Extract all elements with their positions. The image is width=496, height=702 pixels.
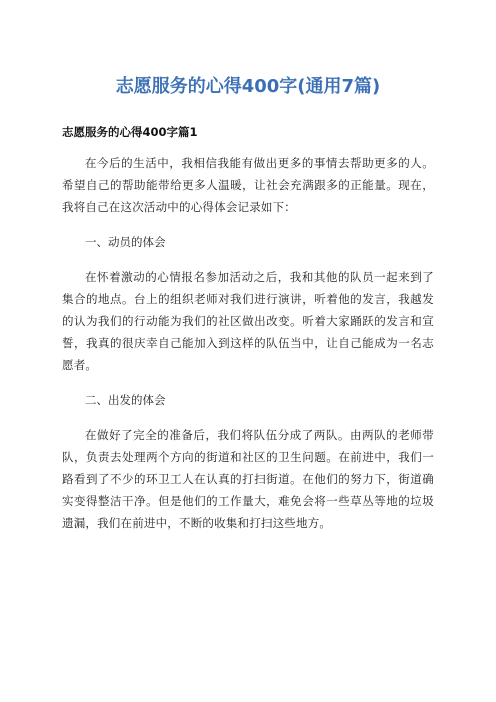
paragraph-departure: 在做好了完全的准备后，我们将队伍分成了两队。由两队的老师带队，负责去处理两个方向的街道和社区的卫生问题。在前进中，我们一路看到了不少的环卫工人在认真的打扫街道。在他们的努力下，街道确实变得整洁干净。但是他们的工作量大，难免会将一些草丛等地的垃圾遗漏，我们在前进中，不断的收集和打扫这些地方。 — [62, 428, 434, 530]
document-body — [62, 152, 434, 547]
section-heading: 志愿服务的心得400字篇1 — [62, 125, 198, 139]
subheading-departure: 二、出发的体会 — [85, 393, 166, 407]
subheading-mobilization: 一、动员的体会 — [85, 235, 166, 249]
document-title: 志愿服务的心得400字(通用7篇) — [115, 76, 381, 97]
paragraph-mobilization: 在怀着激动的心情报名参加活动之后，我和其他的队员一起来到了集合的地点。台上的组织老师对我们进行演讲，听着他的发言，我越发的认为我们的行动能为我们的社区做出改变。听着大家踊跃的发言和宣誓，我真的很庆幸自己能加入到这样的队伍当中，让自己能成为一名志愿者。 — [62, 270, 434, 372]
paragraph-intro: 在今后的生活中，我相信我能有做出更多的事情去帮助更多的人。希望自己的帮助能带给更多人温暖，让社会充满跟多的正能量。现在，我将自己在这次活动中的心得体会记录如下： — [62, 156, 434, 214]
